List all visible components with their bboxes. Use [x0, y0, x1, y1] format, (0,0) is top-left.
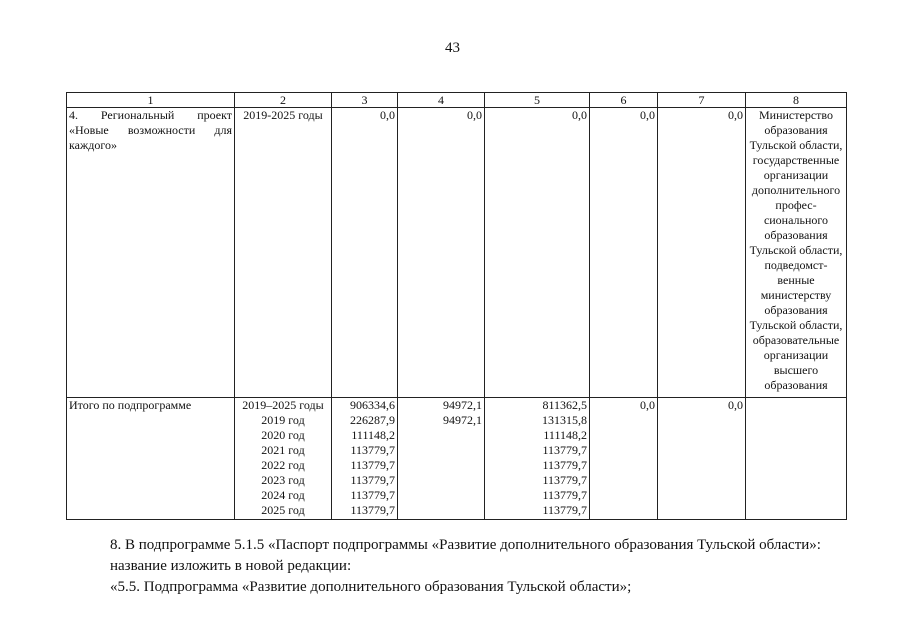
responsible-line: образования: [764, 303, 828, 317]
table-row-regional-project: [67, 108, 847, 398]
value-line: 811362,5: [542, 398, 587, 412]
page-number: 43: [445, 40, 460, 56]
total-responsible-cell: [746, 398, 847, 520]
amendment-paragraph: [110, 535, 850, 598]
responsible-line: Тульской области,: [749, 243, 843, 257]
column-header: 4: [398, 93, 485, 108]
period-line: 2021 год: [261, 443, 305, 457]
value-line: 113779,7: [350, 458, 395, 472]
responsible-line: организации: [763, 168, 829, 182]
responsible-line: организации: [763, 348, 829, 362]
responsible-line: Министерство: [759, 108, 833, 122]
responsible-line: сионального: [763, 213, 829, 227]
column-header: 6: [590, 93, 658, 108]
column-header: 5: [485, 93, 590, 108]
project-col4-cell: 0,0: [398, 108, 485, 398]
value-line: 113779,7: [542, 503, 587, 517]
total-col3-cell: [332, 398, 398, 520]
value-line: 113779,7: [542, 443, 587, 457]
responsible-line: образовательные: [752, 333, 840, 347]
project-name-cell: 4. Региональный проект «Новые возможности для каждого»: [67, 108, 235, 398]
total-col4-cell: [398, 398, 485, 520]
project-col7-cell: 0,0: [658, 108, 746, 398]
total-periods-cell: [235, 398, 332, 520]
column-header: 8: [746, 93, 847, 108]
total-col5-cell: [485, 398, 590, 520]
column-header: 3: [332, 93, 398, 108]
value-line: 111148,2: [351, 428, 395, 442]
value-line: 94972,1: [443, 398, 482, 412]
period-line: 2023 год: [261, 473, 305, 487]
value-line: 113779,7: [542, 473, 587, 487]
value-line: 113779,7: [350, 443, 395, 457]
responsible-line: подведомст-: [764, 258, 828, 272]
column-header: 2: [235, 93, 332, 108]
responsible-line: Тульской области,: [749, 318, 843, 332]
value-line: 111148,2: [543, 428, 587, 442]
responsible-line: образования: [764, 378, 828, 392]
value-line: 113779,7: [350, 503, 395, 517]
project-col3-cell: 0,0: [332, 108, 398, 398]
value-line: 113779,7: [542, 488, 587, 502]
table-row-subprogram-total: [67, 398, 847, 520]
period-line: 2022 год: [261, 458, 305, 472]
period-line: 2020 год: [261, 428, 305, 442]
responsible-line: высшего: [773, 363, 819, 377]
budget-table: [66, 92, 847, 520]
responsible-line: образования: [764, 123, 828, 137]
value-line: 113779,7: [350, 488, 395, 502]
table-header-row: [67, 93, 847, 108]
responsible-line: профес-: [775, 198, 817, 212]
total-col6-cell: 0,0: [590, 398, 658, 520]
period-line: 2024 год: [261, 488, 305, 502]
value-line: 113779,7: [350, 473, 395, 487]
project-period-cell: 2019-2025 годы: [235, 108, 332, 398]
column-header: 7: [658, 93, 746, 108]
paragraph-line: «5.5. Подпрограмма «Развитие дополнительного образования Тульской области»;: [110, 579, 632, 595]
paragraph-line: 8. В подпрограмме 5.1.5 «Паспорт подпрограммы «Развитие дополнительного образования Тульской области»:: [110, 537, 821, 553]
value-line: 94972,1: [443, 413, 482, 427]
paragraph-line: название изложить в новой редакции:: [110, 558, 352, 574]
period-line: 2025 год: [261, 503, 305, 517]
value-line: 226287,9: [350, 413, 395, 427]
total-col7-cell: 0,0: [658, 398, 746, 520]
responsible-line: венные: [777, 273, 815, 287]
period-line: 2019 год: [261, 413, 305, 427]
responsible-line: министерству: [760, 288, 832, 302]
total-name-cell: Итого по подпрограмме: [67, 398, 235, 520]
responsible-line: государственные: [752, 153, 840, 167]
responsible-line: дополнительного: [751, 183, 841, 197]
value-line: 113779,7: [542, 458, 587, 472]
project-col5-cell: 0,0: [485, 108, 590, 398]
responsible-line: образования: [764, 228, 828, 242]
project-col6-cell: 0,0: [590, 108, 658, 398]
column-header: 1: [67, 93, 235, 108]
period-line: 2019–2025 годы: [242, 398, 324, 412]
responsible-line: Тульской области,: [749, 138, 843, 152]
responsible-executors-cell: [746, 108, 847, 398]
value-line: 131315,8: [542, 413, 587, 427]
value-line: 906334,6: [350, 398, 395, 412]
